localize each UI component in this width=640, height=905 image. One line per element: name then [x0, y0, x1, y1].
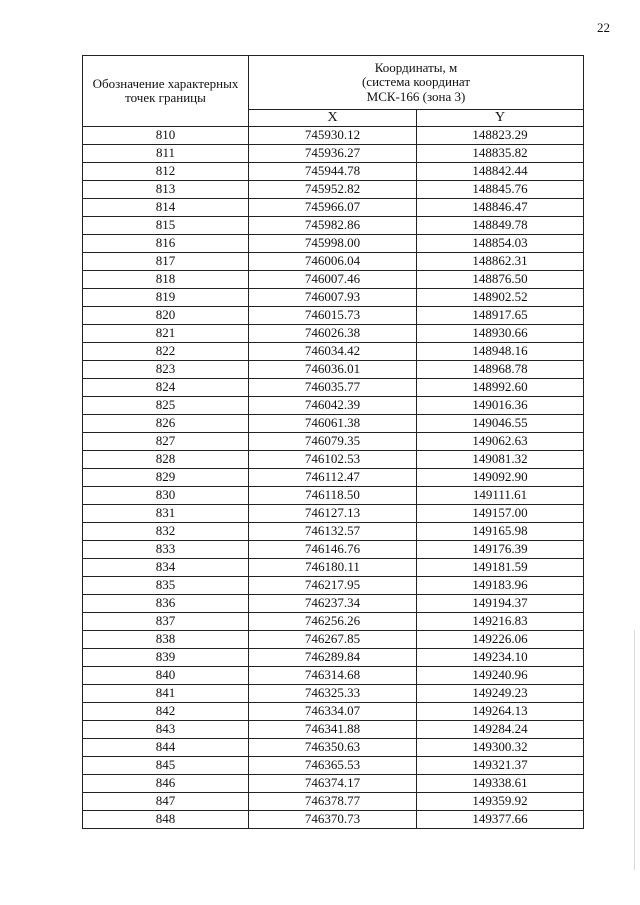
- point-number-cell: 814: [83, 199, 249, 217]
- table-row: [83, 145, 584, 163]
- table-row: [83, 757, 584, 775]
- point-number-cell: 817: [83, 253, 249, 271]
- point-number-cell: 845: [83, 757, 249, 775]
- y-coordinate-cell: 148917.65: [417, 307, 584, 325]
- table-row: [83, 775, 584, 793]
- y-coordinate-cell: 148930.66: [417, 325, 584, 343]
- point-number-cell: 840: [83, 667, 249, 685]
- table-row: [83, 451, 584, 469]
- x-coordinate-cell: 746026.38: [249, 325, 417, 343]
- y-coordinate-cell: 149062.63: [417, 433, 584, 451]
- x-coordinate-cell: 746007.93: [249, 289, 417, 307]
- y-coordinate-cell: 149321.37: [417, 757, 584, 775]
- point-number-cell: 829: [83, 469, 249, 487]
- table-row: [83, 415, 584, 433]
- x-coordinate-cell: 745930.12: [249, 127, 417, 145]
- table-row: [83, 595, 584, 613]
- y-coordinate-cell: 148902.52: [417, 289, 584, 307]
- point-column-header-label: Обозначение характерных точек границы: [92, 75, 239, 105]
- table-row: [83, 685, 584, 703]
- point-number-cell: 820: [83, 307, 249, 325]
- table-row: [83, 613, 584, 631]
- scan-margin-line: [634, 630, 635, 870]
- x-coordinate-cell: 746350.63: [249, 739, 417, 757]
- y-coordinate-cell: 149183.96: [417, 577, 584, 595]
- y-coordinate-cell: 149240.96: [417, 667, 584, 685]
- y-coordinate-cell: 149284.24: [417, 721, 584, 739]
- x-coordinate-cell: 746118.50: [249, 487, 417, 505]
- table-row: [83, 649, 584, 667]
- y-coordinate-cell: 149234.10: [417, 649, 584, 667]
- y-coordinate-cell: 148992.60: [417, 379, 584, 397]
- table-row: [83, 271, 584, 289]
- x-coordinate-cell: 746079.35: [249, 433, 417, 451]
- table-row: [83, 505, 584, 523]
- x-coordinate-cell: 746061.38: [249, 415, 417, 433]
- table-body: [83, 127, 584, 829]
- table-row: [83, 343, 584, 361]
- table-row: [83, 523, 584, 541]
- x-coordinate-cell: 746341.88: [249, 721, 417, 739]
- x-coordinate-cell: 746146.76: [249, 541, 417, 559]
- point-number-cell: 821: [83, 325, 249, 343]
- x-coordinate-cell: 745982.86: [249, 217, 417, 235]
- point-number-cell: 838: [83, 631, 249, 649]
- table-row: [83, 307, 584, 325]
- table-row: [83, 469, 584, 487]
- table-row: [83, 235, 584, 253]
- x-coordinate-cell: 746334.07: [249, 703, 417, 721]
- coordinates-table: [82, 55, 584, 829]
- table-row: [83, 181, 584, 199]
- point-number-cell: 832: [83, 523, 249, 541]
- x-coordinate-cell: 746007.46: [249, 271, 417, 289]
- point-number-cell: 835: [83, 577, 249, 595]
- point-number-cell: 848: [83, 811, 249, 829]
- table-row: [83, 487, 584, 505]
- table-row: [83, 721, 584, 739]
- table-header: [83, 56, 584, 127]
- point-number-cell: 825: [83, 397, 249, 415]
- y-coordinate-cell: 149377.66: [417, 811, 584, 829]
- x-coordinate-cell: 745998.00: [249, 235, 417, 253]
- x-coordinate-cell: 746325.33: [249, 685, 417, 703]
- x-coordinate-cell: 745936.27: [249, 145, 417, 163]
- y-coordinate-cell: 149264.13: [417, 703, 584, 721]
- point-number-cell: 819: [83, 289, 249, 307]
- x-coordinate-cell: 746267.85: [249, 631, 417, 649]
- y-coordinate-cell: 149157.00: [417, 505, 584, 523]
- x-coordinate-cell: 746006.04: [249, 253, 417, 271]
- x-coordinate-cell: 746127.13: [249, 505, 417, 523]
- y-coordinate-cell: 149226.06: [417, 631, 584, 649]
- point-number-cell: 816: [83, 235, 249, 253]
- point-number-cell: 827: [83, 433, 249, 451]
- x-coordinate-cell: 746217.95: [249, 577, 417, 595]
- point-number-cell: 844: [83, 739, 249, 757]
- x-coordinate-cell: 745944.78: [249, 163, 417, 181]
- y-coordinate-cell: 149176.39: [417, 541, 584, 559]
- point-number-cell: 818: [83, 271, 249, 289]
- point-number-cell: 846: [83, 775, 249, 793]
- y-coordinate-cell: 149194.37: [417, 595, 584, 613]
- y-coordinate-cell: 149338.61: [417, 775, 584, 793]
- y-column-header: Y: [417, 110, 584, 127]
- table-row: [83, 397, 584, 415]
- x-column-header: X: [249, 110, 417, 127]
- y-coordinate-cell: 148854.03: [417, 235, 584, 253]
- y-coordinate-cell: 148849.78: [417, 217, 584, 235]
- point-number-cell: 841: [83, 685, 249, 703]
- point-number-cell: 837: [83, 613, 249, 631]
- table-row: [83, 163, 584, 181]
- table-row: [83, 433, 584, 451]
- x-coordinate-cell: 746314.68: [249, 667, 417, 685]
- x-coordinate-cell: 746180.11: [249, 559, 417, 577]
- x-coordinate-cell: 746112.47: [249, 469, 417, 487]
- table-row: [83, 289, 584, 307]
- x-coordinate-cell: 746034.42: [249, 343, 417, 361]
- y-coordinate-cell: 149300.32: [417, 739, 584, 757]
- y-coordinate-cell: 149359.92: [417, 793, 584, 811]
- x-coordinate-cell: 746237.34: [249, 595, 417, 613]
- point-number-cell: 836: [83, 595, 249, 613]
- y-coordinate-cell: 149016.36: [417, 397, 584, 415]
- x-coordinate-cell: 746289.84: [249, 649, 417, 667]
- point-number-cell: 830: [83, 487, 249, 505]
- y-coordinate-cell: 148862.31: [417, 253, 584, 271]
- y-coordinate-cell: 149216.83: [417, 613, 584, 631]
- y-coordinate-cell: 149092.90: [417, 469, 584, 487]
- x-coordinate-cell: 746036.01: [249, 361, 417, 379]
- x-coordinate-cell: 746132.57: [249, 523, 417, 541]
- table-row: [83, 577, 584, 595]
- point-number-cell: 842: [83, 703, 249, 721]
- table-row: [83, 199, 584, 217]
- table-row: [83, 325, 584, 343]
- y-coordinate-cell: 149111.61: [417, 487, 584, 505]
- y-coordinate-cell: 148948.16: [417, 343, 584, 361]
- coordinates-group-header: [249, 56, 584, 110]
- y-coordinate-cell: 148846.47: [417, 199, 584, 217]
- x-coordinate-cell: 746015.73: [249, 307, 417, 325]
- table-row: [83, 811, 584, 829]
- x-coordinate-cell: 746365.53: [249, 757, 417, 775]
- point-number-cell: 810: [83, 127, 249, 145]
- point-column-header: [83, 56, 249, 127]
- x-coordinate-cell: 746042.39: [249, 397, 417, 415]
- page-number: 22: [597, 20, 610, 35]
- point-number-cell: 833: [83, 541, 249, 559]
- point-number-cell: 847: [83, 793, 249, 811]
- table-row: [83, 379, 584, 397]
- coordinates-header-line-2: (система координат: [361, 74, 471, 90]
- point-number-cell: 843: [83, 721, 249, 739]
- table-row: [83, 361, 584, 379]
- point-number-cell: 822: [83, 343, 249, 361]
- point-number-cell: 839: [83, 649, 249, 667]
- y-coordinate-cell: 148823.29: [417, 127, 584, 145]
- point-number-cell: 811: [83, 145, 249, 163]
- x-coordinate-cell: 745966.07: [249, 199, 417, 217]
- x-coordinate-cell: 746256.26: [249, 613, 417, 631]
- point-number-cell: 834: [83, 559, 249, 577]
- y-coordinate-cell: 149081.32: [417, 451, 584, 469]
- coordinates-header-line-3: МСК-166 (зона 3): [366, 88, 466, 104]
- point-number-cell: 826: [83, 415, 249, 433]
- y-coordinate-cell: 148968.78: [417, 361, 584, 379]
- table-row: [83, 793, 584, 811]
- x-coordinate-cell: 746102.53: [249, 451, 417, 469]
- table-row: [83, 631, 584, 649]
- y-coordinate-cell: 149165.98: [417, 523, 584, 541]
- table-row: [83, 253, 584, 271]
- point-number-cell: 813: [83, 181, 249, 199]
- table-row: [83, 703, 584, 721]
- table-row: [83, 541, 584, 559]
- table-row: [83, 739, 584, 757]
- table-row: [83, 217, 584, 235]
- y-coordinate-cell: 148842.44: [417, 163, 584, 181]
- coordinates-header-line-1: Координаты, м: [374, 60, 458, 76]
- y-coordinate-cell: 148835.82: [417, 145, 584, 163]
- y-coordinate-cell: 149249.23: [417, 685, 584, 703]
- x-coordinate-cell: 746378.77: [249, 793, 417, 811]
- y-coordinate-cell: 149181.59: [417, 559, 584, 577]
- y-coordinate-cell: 148845.76: [417, 181, 584, 199]
- y-coordinate-cell: 148876.50: [417, 271, 584, 289]
- table-row: [83, 559, 584, 577]
- point-number-cell: 815: [83, 217, 249, 235]
- point-number-cell: 812: [83, 163, 249, 181]
- x-coordinate-cell: 746374.17: [249, 775, 417, 793]
- x-coordinate-cell: 746035.77: [249, 379, 417, 397]
- y-coordinate-cell: 149046.55: [417, 415, 584, 433]
- x-coordinate-cell: 746370.73: [249, 811, 417, 829]
- table-row: [83, 667, 584, 685]
- table-row: [83, 127, 584, 145]
- point-number-cell: 828: [83, 451, 249, 469]
- x-coordinate-cell: 745952.82: [249, 181, 417, 199]
- point-number-cell: 831: [83, 505, 249, 523]
- point-number-cell: 823: [83, 361, 249, 379]
- point-number-cell: 824: [83, 379, 249, 397]
